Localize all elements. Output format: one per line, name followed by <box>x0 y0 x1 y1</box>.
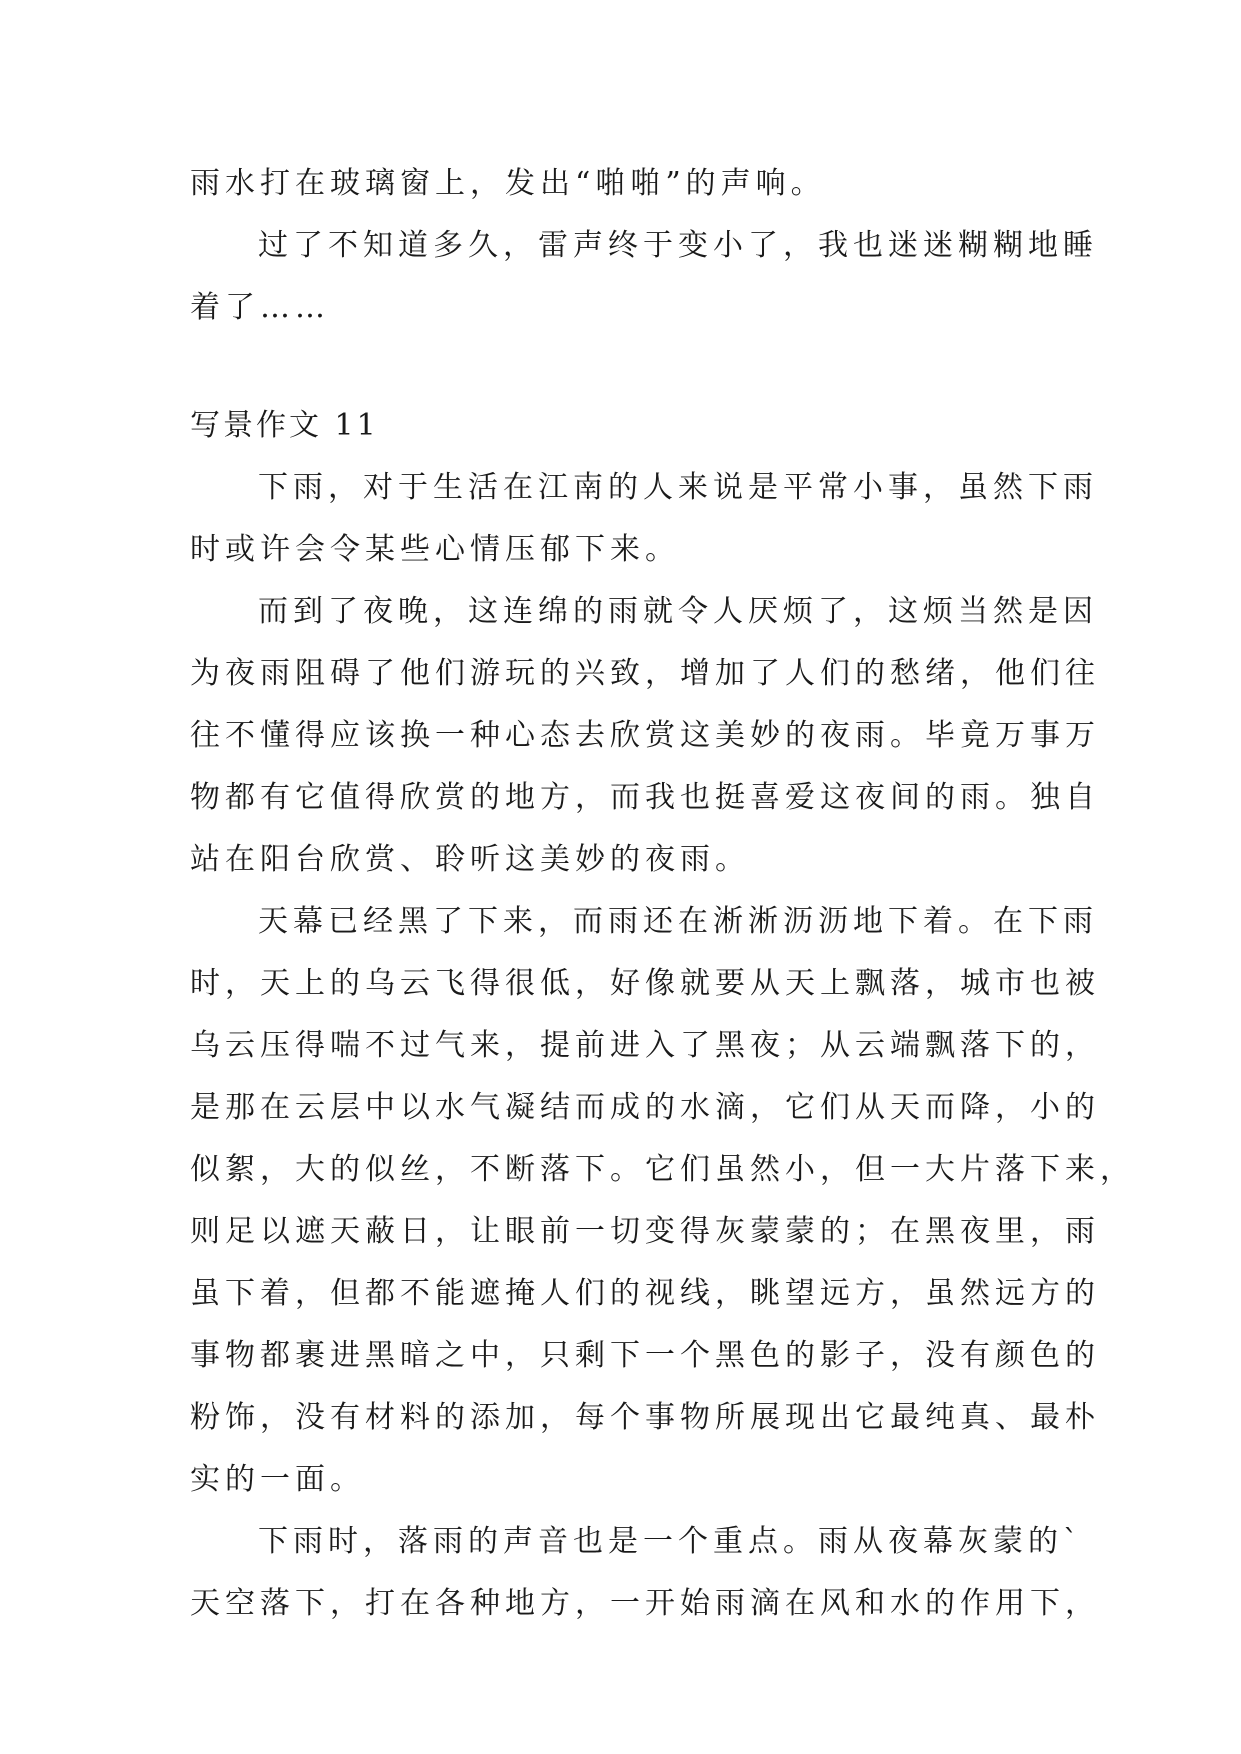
paragraph-line: 实的一面。 <box>190 1462 365 1497</box>
paragraph-line: 事物都裹进黑暗之中，只剩下一个黑色的影子，没有颜色的 <box>190 1338 1100 1373</box>
paragraph-line: 着了…… <box>190 290 330 325</box>
paragraph-line: 乌云压得喘不过气来，提前进入了黑夜；从云端飘落下的， <box>190 1028 1100 1063</box>
paragraph-line: 则足以遮天蔽日，让眼前一切变得灰蒙蒙的；在黑夜里，雨 <box>190 1214 1100 1249</box>
paragraph-line: 物都有它值得欣赏的地方，而我也挺喜爱这夜间的雨。独自 <box>190 780 1100 815</box>
paragraph-line: 粉饰，没有材料的添加，每个事物所展现出它最纯真、最朴 <box>190 1400 1100 1435</box>
paragraph-line: 过了不知道多久，雷声终于变小了，我也迷迷糊糊地睡 <box>258 228 1098 263</box>
essay-body <box>190 457 1135 1635</box>
paragraph-line: 天幕已经黑了下来，而雨还在淅淅沥沥地下着。在下雨 <box>258 904 1098 939</box>
paragraph-line: 下雨，对于生活在江南的人来说是平常小事，虽然下雨 <box>258 470 1098 505</box>
paragraph-line: 时，天上的乌云飞得很低，好像就要从天上飘落，城市也被 <box>190 966 1100 1001</box>
essay-title: 写景作文 11 <box>190 408 379 443</box>
previous-essay-ending <box>190 153 1098 339</box>
paragraph-line: 下雨时，落雨的声音也是一个重点。雨从夜幕灰蒙的` <box>258 1524 1083 1559</box>
paragraph-line: 时或许会令某些心情压郁下来。 <box>190 532 680 567</box>
paragraph-line: 是那在云层中以水气凝结而成的水滴，它们从天而降，小的 <box>190 1090 1100 1125</box>
paragraph-line: 往不懂得应该换一种心态去欣赏这美妙的夜雨。毕竟万事万 <box>190 718 1100 753</box>
paragraph-line: 而到了夜晚，这连绵的雨就令人厌烦了，这烦当然是因 <box>258 594 1098 629</box>
paragraph-line: 似絮，大的似丝，不断落下。它们虽然小，但一大片落下来， <box>190 1152 1135 1187</box>
paragraph-line: 虽下着，但都不能遮掩人们的视线，眺望远方，虽然远方的 <box>190 1276 1100 1311</box>
paragraph-line: 雨水打在玻璃窗上，发出“啪啪”的声响。 <box>190 166 826 201</box>
paragraph-line: 天空落下，打在各种地方，一开始雨滴在风和水的作用下， <box>190 1586 1100 1621</box>
paragraph-line: 站在阳台欣赏、聆听这美妙的夜雨。 <box>190 842 750 877</box>
paragraph-line: 为夜雨阻碍了他们游玩的兴致，增加了人们的愁绪，他们往 <box>190 656 1100 691</box>
